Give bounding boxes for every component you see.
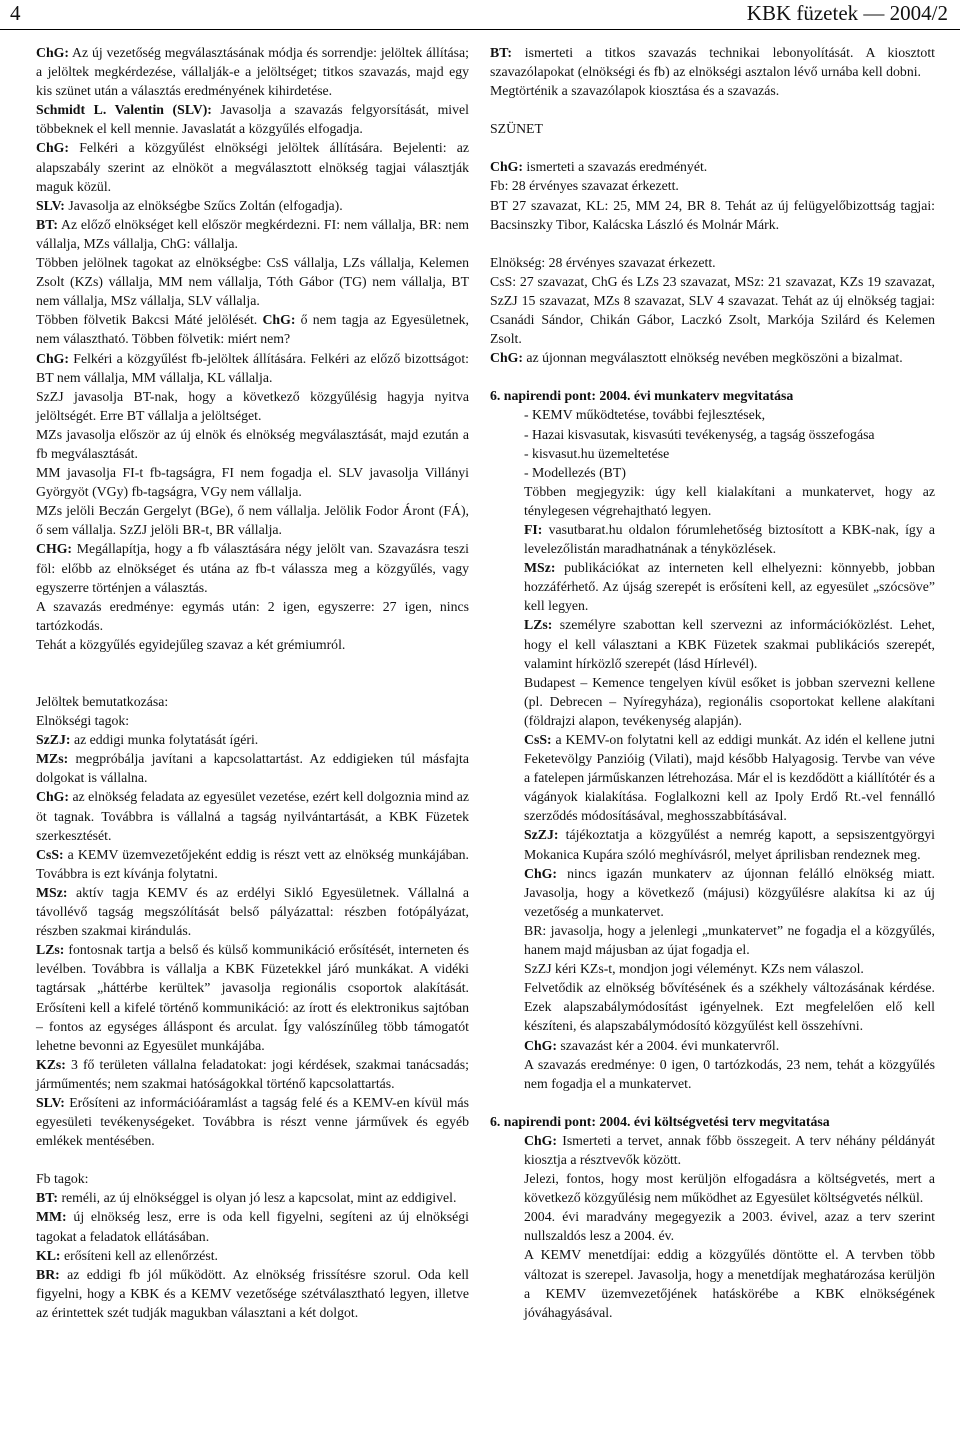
page-header (0, 0, 960, 34)
paragraph-text: személyre szabottan kell szervezni az információközlést. Lehet, hogy el kell választani a KBK Füzetek szakmai publikációs szerepét, valamint hírközlő szerepét (lásd Hírlevél). (524, 617, 935, 671)
paragraph (36, 883, 469, 940)
paragraph: A szavazás eredménye: egymás után: 2 igen, egyszerre: 27 igen, nincs tartózkodás. (36, 598, 469, 633)
speaker: MZs: (36, 751, 69, 767)
paragraph-text: Ismerteti a tervet, annak főbb összegeit. A terv néhány példányát kiosztja a résztvevők között. (524, 1132, 935, 1167)
speaker: FI: (524, 521, 543, 537)
paragraph-text: Felkéri a közgyűlést elnökségi jelöltek állítására. Bejelenti: az alapszabály szerint az elnököt a megválasztott elnökség tagjai választják maguk közül. (36, 140, 469, 194)
speaker: LZs: (36, 942, 65, 958)
speaker: MSz: (36, 884, 68, 900)
speaker: ChG: (524, 1037, 557, 1053)
speaker: CsS: (524, 732, 552, 747)
page-number: 4 (10, 1, 21, 25)
paragraph-text: aktív tagja KEMV és az erdélyi Sikló Egyesületnek. Vállalná a távollévő tagság megszólítását belső pályázattal: részben fotópályázat, részben szakmai kirándulás. (36, 884, 469, 939)
paragraph (36, 43, 469, 100)
paragraph-text: ismerteti a titkos szavazás technikai lebonyolítását. A kiosztott szavazólapokat (elnökségi és fb) az elnökségi asztalon lévő urnába kell dobni. (490, 45, 936, 80)
paragraph (36, 100, 469, 138)
paragraph-text: Többen fölvetik Bakcsi Máté jelölését. (36, 312, 258, 328)
subheading: Elnökségi tagok: (36, 713, 130, 729)
paragraph-text: a KEMV-on folytatni kell az eddigi munkát. Az idén el kellene jutni Feketevölgy Panzióig (Vilati), majd később Halyagosig. Tervbe van véve a fatelepen járműskanzen létrehozása. Már el is kezdődött a kiállítótér és a vágányok kialakítása. Foglalkozni kell az Ipoly Erdő Rt.-vel fennálló szerződés módosításával, meghosszabbításával. (524, 732, 936, 824)
paragraph-text: nincs igazán munkaterv az újonnan felálló elnökség miatt. Javasolja, hogy a következő (májusi) közgyűlésre alakítsa ki az új vezetőség a munkatervet. (524, 865, 935, 919)
paragraph-text: reméli, az új elnökséggel is olyan jó lesz a kapcsolat, mint az eddigivel. (61, 1190, 457, 1206)
speaker: ChG: (36, 350, 69, 366)
paragraph: Többen jelölnek tagokat az elnökségbe: CsS vállalja, LZs vállalja, Kelemen Zsolt (KZs) vállalja, MM nem vállalja, Tóth Gábor (TG) nem vállalja, BT nem vállalja, MSz vállalja, SLV vállalja. (36, 255, 469, 309)
section-heading: 6. napirendi pont: 2004. évi munkaterv megvitatása (490, 388, 794, 404)
paragraph-text: Felkéri a közgyűlést fb-jelöltek állítására. Felkéri az előző bizottságot: BT nem vállalja, MM vállalja, KL vállalja. (36, 350, 470, 385)
paragraph-text: Erősíteni az információáramlást a tagság felé és a KEMV-en kívül más egyesületi tevékenységeket. Továbbra is részt venne járművek és egyéb emlékek mentésében. (36, 1094, 469, 1149)
paragraph (36, 845, 469, 883)
speaker: ChG: (36, 789, 69, 805)
subheading: Jelöltek bemutatkozása: (36, 694, 169, 709)
speaker: SzZJ: (36, 732, 71, 748)
left-column (36, 43, 469, 1322)
speaker: ChG: (36, 45, 69, 60)
paragraph-text: a KEMV üzemvezetőjeként eddig is részt vett az elnökség munkájában. Továbbra is ezt kívánja folytatni. (36, 846, 469, 881)
paragraph (490, 520, 935, 558)
paragraph (490, 558, 935, 615)
speaker: BT: (36, 1190, 58, 1206)
paragraph-text: ismerteti a szavazás eredményét. (526, 159, 708, 175)
paragraph: BR: javasolja, hogy a jelenlegi „munkatervet” ne fogadja el a közgyűlés, hanem majd májusban az újat fogadja el. (524, 922, 935, 958)
speaker: CHG: (36, 541, 73, 557)
paragraph: Fb: 28 érvényes szavazat érkezett. (490, 178, 679, 194)
paragraph (490, 825, 935, 863)
speaker: SLV: (36, 1094, 65, 1110)
speaker: ChG: (490, 159, 523, 175)
paragraph (490, 615, 935, 672)
paragraph: Tehát a közgyűlés egyidejűleg szavaz a két grémiumról. (36, 636, 346, 652)
paragraph (490, 1131, 935, 1169)
speaker: CsS: (36, 846, 64, 862)
speaker: ChG: (524, 1132, 557, 1148)
paragraph (36, 1093, 469, 1150)
header-rule (0, 29, 960, 30)
paragraph: Jelezi, fontos, hogy most kerüljön elfogadásra a költségvetés, mert a következő közgyűlésig nem működhet az Egyesület költségvetés nélkül. (524, 1171, 935, 1206)
paragraph: 2004. évi maradvány megegyezik a 2003. évivel, azaz a terv szerint nullszaldós lesz a 2004. év. (524, 1209, 935, 1244)
paragraph (36, 730, 469, 749)
paragraph: MZs jelöli Beczán Gergelyt (BGe), ő nem vállalja. Jelölik Fodor Áront (FÁ), ő sem vállalja. SzZJ jelöli BR-t, BR vállalja. (36, 503, 469, 538)
paragraph-text: az eddigi munka folytatását ígéri. (73, 732, 259, 748)
paragraph: Budapest – Kemence tengelyen kívül esőket is jobban szervezni kellene (pl. Debrecen – Nyíregyháza), regionális csoportokat kellene alakítani (földrajzi alapon, tevékenység alapján). (524, 674, 935, 728)
speaker: ChG: (36, 140, 69, 156)
paragraph-text: új elnökség lesz, erre is oda kell figyelni, segíteni az új elnökségi tagokat a feladatok ellátásában. (36, 1209, 469, 1244)
paragraph (36, 310, 469, 348)
speaker: BR: (36, 1266, 60, 1282)
speaker: Schmidt L. Valentin (SLV): (36, 102, 212, 118)
paragraph: MM javasolja FI-t fb-tagságra, FI nem fogadja el. SLV javasolja Villányi Györgyöt (VGy) fb-tagságra, VGy nem vállalja. (36, 465, 469, 500)
paragraph-text: ő nem tagja az Egyesületnek, nem választható. Többen fölvetik: miért nem? (36, 312, 469, 347)
paragraph (490, 348, 935, 367)
paragraph (36, 1188, 469, 1207)
paragraph (490, 1036, 935, 1055)
paragraph: Felvetődik az elnökség bővítésének és a székhely változásának kérdése. Ezek alapszabálymódosítást igényelnek. Ezt megfelelően elő kell készíteni, és alapszabálymódosító közgyűlést kell összehívni. (524, 980, 935, 1034)
right-column (490, 43, 935, 1322)
paragraph (36, 749, 469, 787)
paragraph: A KEMV menetdíjai: eddig a közgyűlés döntötte el. A tervben több változat is szerepel. Javasolja, hogy a menetdíjak meghatározása kerüljön a KEMV üzemvezetőjének hatáskörébe a KBK elnökségének jóváhagyásával. (524, 1247, 935, 1320)
paragraph (36, 1207, 469, 1245)
paragraph (36, 138, 469, 195)
list-item: - Hazai kisvasutak, kisvasúti tevékenység, a tagság összefogása (524, 426, 875, 442)
paragraph (490, 43, 935, 81)
speaker: BT: (490, 45, 512, 60)
speaker: MM: (36, 1209, 67, 1225)
paragraph-text: 3 fő területen vállalna feladatokat: jogi kérdések, szakmai tanácsadás; járműmentés; nem szakmai hatóságokkal történő kapcsolattartás. (36, 1056, 469, 1091)
speaker: ChG: (490, 350, 523, 366)
paragraph: MZs javasolja először az új elnök és elnökség megválasztását, majd ezután a fb megválasztását. (36, 426, 469, 461)
paragraph (490, 864, 935, 921)
paragraph-text: Megállapítja, hogy a fb választására négy jelölt van. Szavazásra teszi föl: előbb az elnökséget és utána az fb-t válassza meg a közgyűlés, vagy egyszerre történjen a választás. (36, 541, 469, 595)
paragraph: BT 27 szavazat, KL: 25, MM 24, BR 8. Tehát az új felügyelőbizottság tagjai: Bacsinszky Tibor, Kalácska László és Molnár Márk. (490, 197, 935, 232)
speaker: ChG: (262, 312, 296, 328)
paragraph (36, 539, 469, 596)
speaker: KL: (36, 1247, 61, 1263)
paragraph (36, 940, 469, 1055)
paragraph-text: az újonnan megválasztott elnökség nevében megköszöni a bizalmat. (526, 350, 903, 366)
paragraph-text: szavazást kér a 2004. évi munkatervről. (560, 1037, 780, 1053)
subheading: Fb tagok: (36, 1171, 89, 1187)
paragraph: SzZJ kéri KZs-t, mondjon jogi véleményt. KZs nem válaszol. (524, 961, 864, 977)
paragraph (36, 1246, 469, 1265)
running-title: KBK füzetek — 2004/2 (746, 1, 948, 25)
paragraph: Elnökség: 28 érvényes szavazat érkezett. (490, 254, 716, 270)
paragraph: A szavazás eredménye: 0 igen, 0 tartózkodás, 23 nem, tehát a közgyűlés nem fogadja el a munkatervet. (524, 1056, 935, 1091)
paragraph (490, 157, 935, 176)
paragraph: Többen megjegyzik: úgy kell kialakítani a munkatervet, hogy az ténylegesen végrehajtható legyen. (524, 483, 935, 518)
paragraph: SzZJ javasolja BT-nak, hogy a következő közgyűlésig hagyja nyitva jelöltségét. Erre BT vállalja a jelöltséget. (36, 388, 469, 423)
speaker: MSz: (524, 560, 556, 576)
paragraph-text: erősíteni kell az ellenőrzést. (63, 1247, 218, 1263)
paragraph-text: az elnökség feladata az egyesület vezetése, ezért kell dolgoznia mind az öt tagnak. Továbbra is vállalná a tagság nyilvántartását, a KBK Füzetek szerkesztését. (36, 789, 469, 843)
speaker: BT: (36, 216, 58, 232)
paragraph (36, 787, 469, 844)
paragraph-text: az eddigi fb jól működött. Az elnökség frissítésre szorul. Oda kell figyelni, hogy a KBK és a KEMV vezetősége szétválasztható legyen, illetve az érintettek szét tudják magukban választani a két dolgot. (36, 1266, 469, 1320)
list-item: - kisvasut.hu üzemeltetése (524, 445, 670, 461)
paragraph (490, 730, 935, 825)
paragraph (36, 1055, 469, 1093)
paragraph (36, 215, 469, 253)
speaker: SLV: (36, 197, 65, 213)
paragraph-text: Az új vezetőség megválasztásának módja és sorrendje: jelöltek állítása; a jelöltek megkérdezése, vállalják-e a jelöltséget; titkos szavazás, majd egy kis szünet után a választás eredményének kihirdetése. (36, 45, 469, 99)
speaker: KZs: (36, 1056, 66, 1072)
break-label: SZÜNET (490, 121, 543, 137)
paragraph (36, 1265, 469, 1322)
paragraph-text: publikációkat az interneten kell elhelyezni: könnyebb, jobban hozzáférhető. Az újság szerepét is erősíteni kell, az egyesület „szócsöve” kell legyen. (524, 560, 935, 614)
paragraph-text: fontosnak tartja a belső és külső kommunikáció erősítését, interneten és levélben. Továbbra is vállalja a KBK Füzetekkel járó munkákat. A vidéki tagtársak „háttérbe kerültek” javasolja regionális csoportok alakítását. Erősíteni kell a kifelé történő kommunikáció: az írott és elektronikus sajtóban – fontos az egységes álláspont és arculat. Így valószínűleg több támogatót lehetne bevonni az Egyesület munkájába. (36, 942, 469, 1053)
paragraph (36, 196, 469, 215)
paragraph-text: tájékoztatja a közgyűlést a nemrég kapott, a sepsiszentgyörgyi Mokanica Kupára szóló meghívásról, melyet áprilisban rendeznek meg. (524, 827, 935, 862)
paragraph-text: Az előző elnökséget kell először megkérdezni. FI: nem vállalja, BR: nem vállalja, MZs vállalja, ChG: vállalja. (36, 216, 469, 251)
paragraph: CsS: 27 szavazat, ChG és LZs 23 szavazat, MSz: 21 szavazat, KZs 19 szavazat, SzZJ 15 szavazat, MZs 8 szavazat, SLV 4 szavazat. Tehát az új elnökség tagjai: Csanádi Sándor, Chikán Gábor, Laczkó Zsolt, Markója Szilárd és Kelemen Zsolt. (490, 273, 935, 347)
paragraph-text: Javasolja az elnökségbe Szűcs Zoltán (elfogadja). (68, 197, 343, 213)
speaker: ChG: (524, 865, 557, 881)
speaker: LZs: (524, 617, 553, 633)
speaker: SzZJ: (524, 827, 559, 843)
section-heading: 6. napirendi pont: 2004. évi költségvetési terv megvitatása (490, 1113, 830, 1129)
paragraph-text: megpróbálja javítani a kapcsolattartást. Az eddigieken túl másfajta dolgokat is vállalna. (36, 751, 469, 786)
paragraph-text: Javasolja a szavazás felgyorsítását, mivel többeknek el kell mennie. Javaslatát a közgyűlés elfogadja. (36, 102, 469, 137)
paragraph (36, 349, 469, 387)
list-item: - Modellezés (BT) (524, 464, 626, 480)
list-item: - KEMV működtetése, további fejlesztések, (524, 407, 766, 423)
paragraph-text: vasutbarat.hu oldalon fórumlehetőség biztosított a KBK-nak, így a levelezőlistán maradhatnának a tényközlések. (524, 521, 936, 557)
paragraph: Megtörténik a szavazólapok kiosztása és a szavazás. (490, 83, 780, 99)
